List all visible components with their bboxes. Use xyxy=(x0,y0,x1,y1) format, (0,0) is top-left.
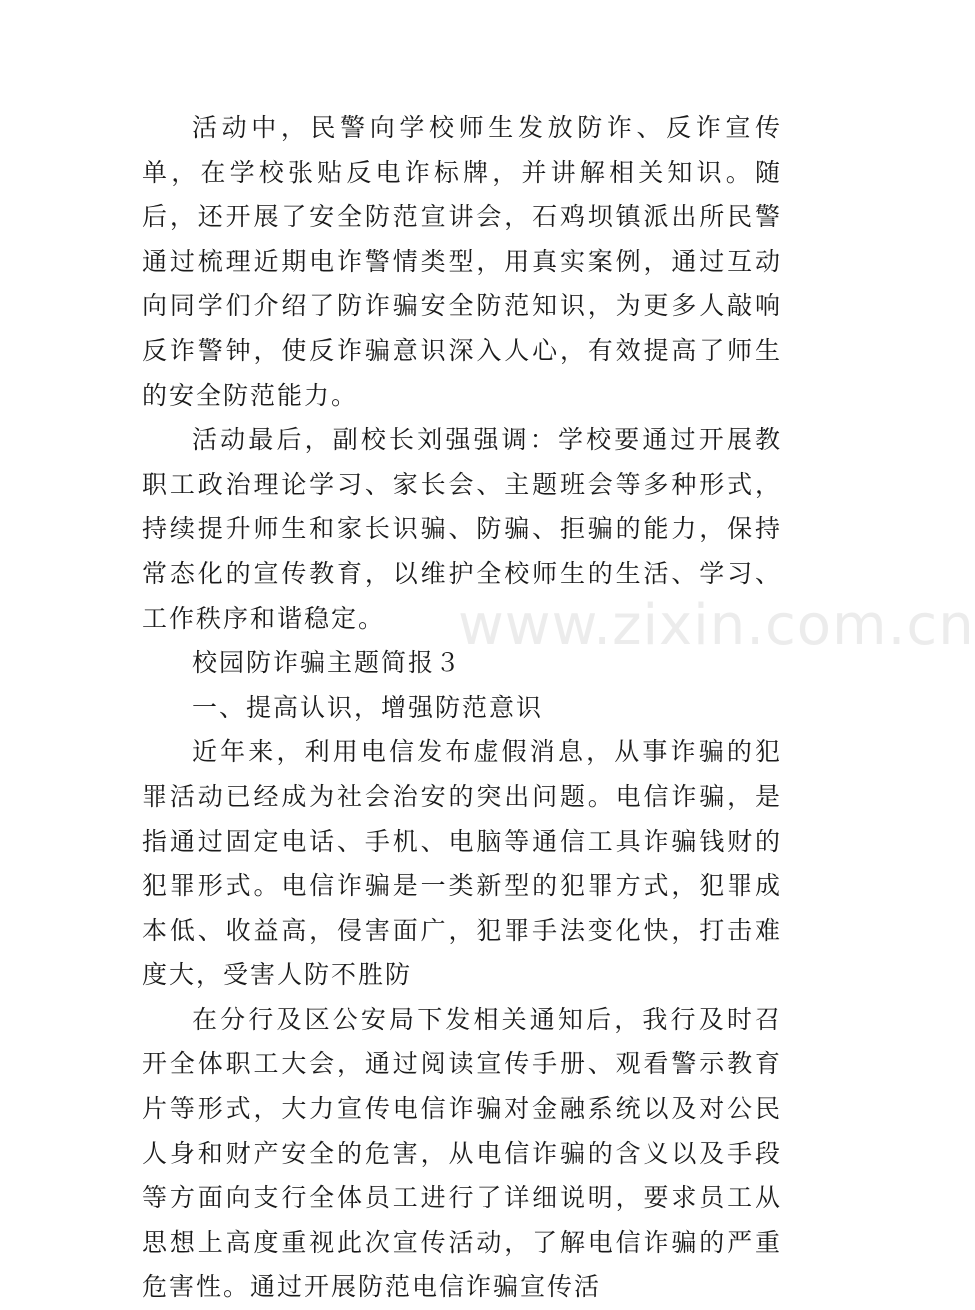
paragraph-action: 在分行及区公安局下发相关通知后，我行及时召开全体职工大会，通过阅读宣传手册、观看警示教育片等形式，大力宣传电信诈骗对金融系统以及对公民人身和财产安全的危害，从电信诈骗的含义以及手段等方面向支行全体员工进行了详细说明，要求员工从思想上高度重视此次宣传活动，了解电信诈骗的严重危害性。通过开展防范电信诈骗宣传活 xyxy=(142,1004,782,1302)
watermark: www.zixin.com.cn xyxy=(458,593,975,658)
paragraph-background: 近年来，利用电信发布虚假消息，从事诈骗的犯罪活动已经成为社会治安的突出问题。电信诈骗，是指通过固定电话、手机、电脑等通信工具诈骗钱财的犯罪形式。电信诈骗是一类新型的犯罪方式，犯罪成本低、收益高，侵害面广，犯罪手法变化快，打击难度大，受害人防不胜防 xyxy=(142,737,782,990)
document-body xyxy=(142,106,782,1310)
paragraph-conclusion: 活动最后，副校长刘强强调：学校要通过开展教职工政治理论学习、家长会、主题班会等多种形式，持续提升师生和家长识骗、防骗、拒骗的能力，保持常态化的宣传教育，以维护全校师生的生活、学习、工作秩序和谐稳定。 xyxy=(142,425,782,633)
paragraph-activity: 活动中，民警向学校师生发放防诈、反诈宣传单，在学校张贴反电诈标牌，并讲解相关知识。随后，还开展了安全防范宣讲会，石鸡坝镇派出所民警通过梳理近期电诈警情类型，用真实案例，通过互动向同学们介绍了防诈骗安全防范知识，为更多人敲响反诈警钟，使反诈骗意识深入人心，有效提高了师生的安全防范能力。 xyxy=(142,113,782,410)
section-title: 校园防诈骗主题简报３ xyxy=(192,648,463,678)
subheading: 一、提高认识，增强防范意识 xyxy=(192,692,544,722)
